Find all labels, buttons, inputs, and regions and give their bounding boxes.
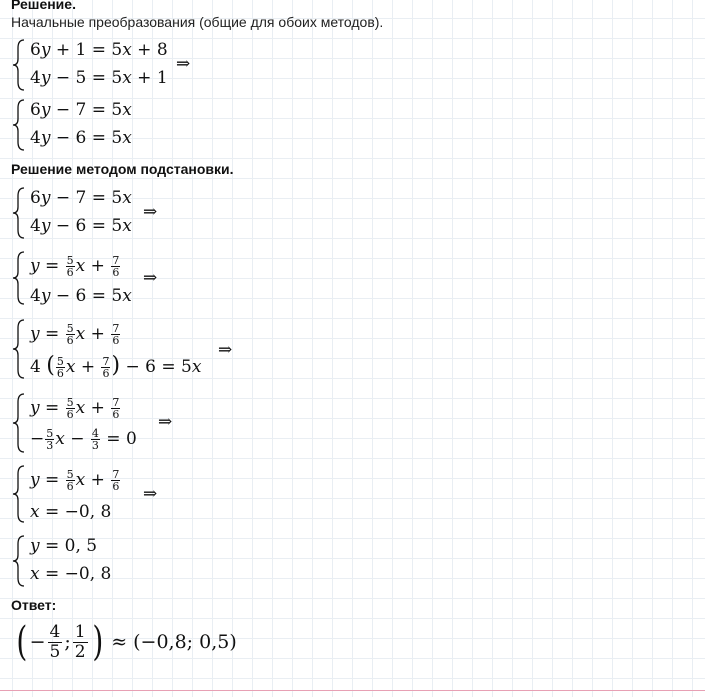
equation-line: 4y − 6 = 5x [30, 216, 132, 236]
equation-line: 4y − 5 = 5x + 1 [30, 68, 168, 88]
answer-expression: ( − $\frac{4}{5}$ ; 1 2 ) ≈ (−0,8; 0,5) [16, 619, 237, 665]
equation-line: − $\frac{5}{3}$ x − $\frac{4}{3}$ = 0 [30, 427, 137, 452]
equation-line: y = $\frac{5}{6}$ x + $\frac{7}{6}$ [30, 322, 120, 347]
brace-icon [12, 534, 26, 588]
brace-icon [12, 250, 26, 306]
brace-icon [12, 464, 26, 524]
answer-decimal: (−0,8; 0,5) [133, 631, 237, 653]
initial-transformations-subtitle: Начальные преобразования (общие для обоих методов). [11, 14, 384, 30]
solution-heading: Решение. [11, 0, 76, 12]
answer-heading: Ответ: [11, 597, 57, 613]
equation-line: y = $\frac{5}{6}$ x + $\frac{7}{6}$ [30, 254, 120, 279]
equation-line: 4 ( $\frac{5}{6}$ x + $\frac{7}{6}$ ) − 6 = 5x [30, 353, 202, 380]
equation-line: x = −0, 8 [30, 502, 112, 522]
equation-line: y = $\frac{5}{6}$ x + $\frac{7}{6}$ [30, 396, 120, 421]
equation-line: y = $\frac{5}{6}$ x + $\frac{7}{6}$ [30, 468, 120, 493]
equation-line: 6y − 7 = 5x [30, 188, 132, 208]
approx-sign: ≈ [111, 631, 128, 653]
brace-icon [12, 392, 26, 454]
implies-arrow: ⇒ [176, 54, 191, 74]
equation-line: 4y − 6 = 5x [30, 286, 132, 306]
implies-arrow: ⇒ [158, 412, 173, 432]
implies-arrow: ⇒ [143, 484, 158, 504]
equation-line: y = 0, 5 [30, 536, 98, 556]
brace-icon [12, 318, 26, 380]
implies-arrow: ⇒ [143, 202, 158, 222]
equation-line: 4y − 6 = 5x [30, 128, 132, 148]
equation-line: 6y − 7 = 5x [30, 100, 132, 120]
equation-line: x = −0, 8 [30, 564, 112, 584]
substitution-method-heading: Решение методом подстановки. [11, 161, 234, 177]
implies-arrow: ⇒ [218, 340, 233, 360]
brace-icon [12, 186, 26, 240]
equation-line: 6y + 1 = 5x + 8 [30, 40, 168, 60]
brace-icon [12, 98, 26, 152]
divider [0, 690, 705, 691]
implies-arrow: ⇒ [143, 268, 158, 288]
brace-icon [12, 38, 26, 92]
